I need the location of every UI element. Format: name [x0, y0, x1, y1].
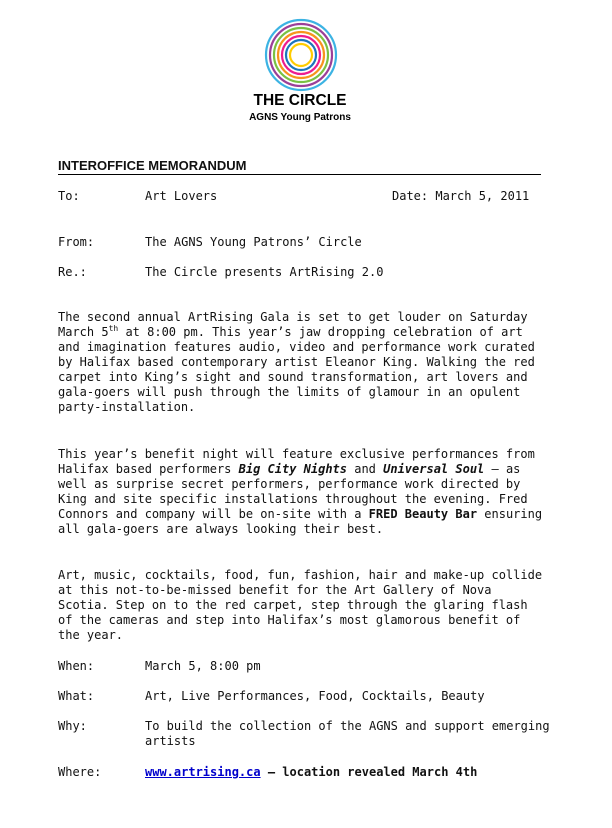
performer-universal-soul: Universal Soul — [383, 462, 485, 476]
why-value: To build the collection of the AGNS and support emerging artists — [145, 719, 550, 748]
p1-superscript: th — [108, 324, 119, 333]
artrising-link[interactable]: www.artrising.ca — [145, 765, 261, 779]
the-circle-logo — [264, 18, 338, 92]
where-value — [145, 765, 477, 780]
re-label: Re.: — [58, 265, 87, 279]
to-value: Art Lovers — [145, 189, 218, 203]
performer-big-city-nights: Big City Nights — [238, 462, 347, 476]
p2-text-d: ensuring all gala-goers are always looking their best. — [58, 507, 543, 536]
when-label: When: — [58, 659, 95, 673]
to-label: To: — [58, 189, 80, 203]
org-subtitle: AGNS Young Patrons — [249, 112, 351, 123]
fred-beauty-bar: FRED Beauty Bar — [368, 507, 478, 521]
when-value: March 5, 8:00 pm — [145, 659, 261, 673]
body-paragraph-3: Art, music, cocktails, food, fun, fashion, hair and make-up collide at this not-to-be-missed benefit for the Art Gallery of Nova Scotia. Step on to the red carpet, step through the glaring flash of the cameras and step into Halifax’s most glamorous benefit of the year. — [58, 568, 543, 642]
body-paragraph-2 — [58, 447, 548, 537]
from-label: From: — [58, 235, 95, 249]
what-value: Art, Live Performances, Food, Cocktails, Beauty — [145, 689, 485, 703]
memo-date: Date: March 5, 2011 — [392, 189, 530, 203]
where-label: Where: — [58, 765, 102, 779]
p2-text-c: – as well as surprise secret performers, performance work directed by King and site specific installations throughout the evening. Fred Connors and company will be on-site with a — [58, 462, 528, 521]
why-label: Why: — [58, 719, 87, 733]
p1-text-b: at 8:00 pm. This year’s jaw dropping celebration of art and imagination features audio, video and performance work curated by Halifax based contemporary artist Eleanor King. Walking the red carpet into King’s sight and sound transformation, art lovers and gala-goers will push through the limits of glamour in an opulent party-installation. — [58, 325, 535, 414]
re-value: The Circle presents ArtRising 2.0 — [145, 265, 384, 279]
where-location-note: – location revealed March 4th — [260, 765, 478, 779]
memo-title: INTEROFFICE MEMORANDUM — [58, 158, 541, 175]
org-name: THE CIRCLE — [253, 92, 347, 109]
from-value: The AGNS Young Patrons’ Circle — [145, 235, 362, 249]
p2-text-a: This year’s benefit night will feature exclusive performances from Halifax based performers — [58, 447, 535, 476]
p2-text-b: and — [347, 462, 384, 476]
what-label: What: — [58, 689, 95, 703]
p1-text-a: The second annual ArtRising Gala is set to get louder on Saturday March 5 — [58, 310, 528, 339]
body-paragraph-1 — [58, 310, 548, 415]
